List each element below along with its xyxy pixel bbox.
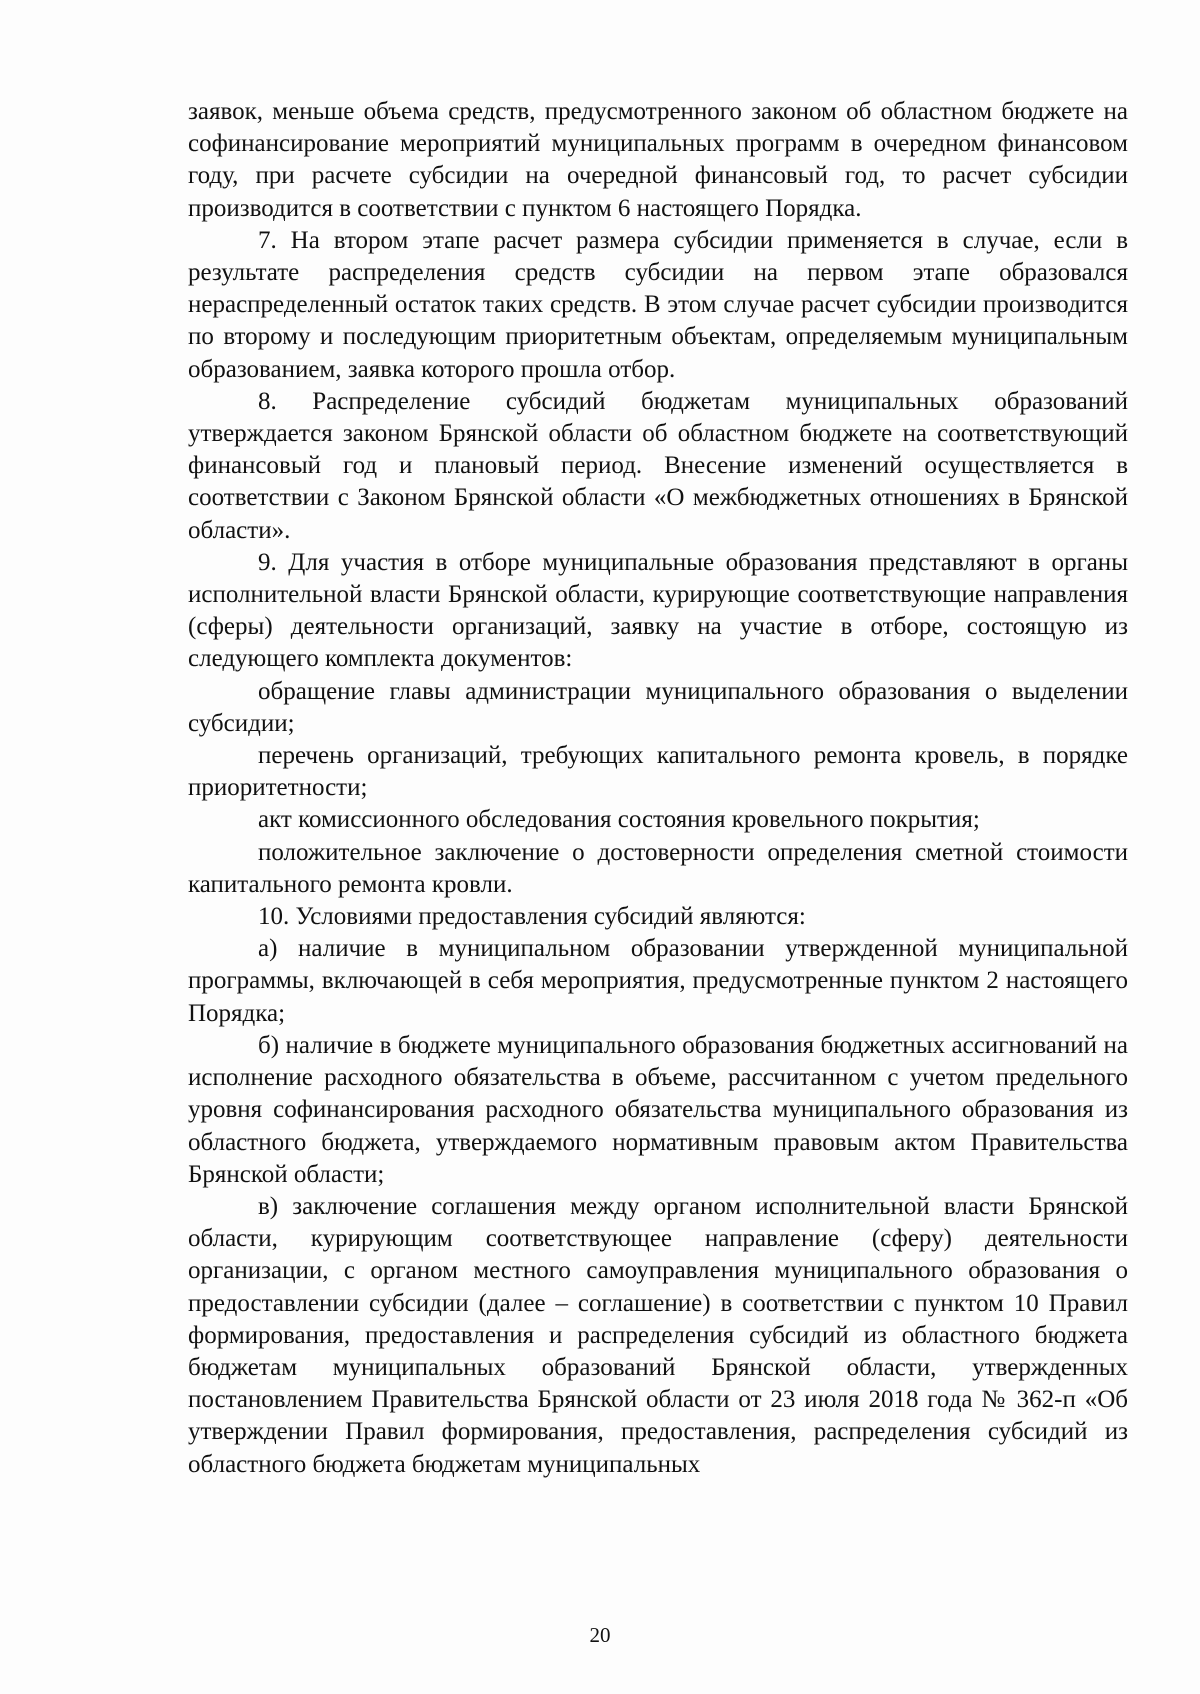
paragraph-item-7: 7. На втором этапе расчет размера субсидии применяется в случае, если в результате распределения средств субсидии на первом этапе образовался нераспределенный остаток таких средств. В этом случае расчет субсидии производится по второму и последующим приоритетным объектам, определяемым муниципальным образованием, заявка которого прошла отбор.: [188, 226, 1128, 383]
document-list-item-conclusion: положительное заключение о достоверности определения сметной стоимости капитального ремонта кровли.: [188, 838, 1128, 898]
paragraph-item-9: 9. Для участия в отборе муниципальные образования представляют в органы исполнительной власти Брянской области, курирующие соответствующие направления (сферы) деятельности организаций, заявку на участие в отборе, состоящую из следующего комплекта документов:: [188, 548, 1128, 673]
page-number: 20: [589, 1623, 611, 1647]
document-list-item-organizations: перечень организаций, требующих капитального ремонта кровель, в порядке приоритетности;: [188, 742, 1128, 802]
paragraph-continuation: заявок, меньше объема средств, предусмотренного законом об областном бюджете на софинансирование мероприятий муниципальных программ в очередном финансовом году, при расчете субсидии на очередной финансовый год, то расчет субсидии производится в соответствии с пунктом 6 настоящего Порядка.: [188, 98, 1128, 222]
paragraph-item-8: 8. Распределение субсидий бюджетам муниципальных образований утверждается законом Брянской области об областном бюджете на соответствующий финансовый год и плановый период. Внесение изменений осуществляется в соответствии с Законом Брянской области «О межбюджетных отношениях в Брянской области».: [188, 387, 1128, 544]
document-list-item-inspection-act: акт комиссионного обследования состояния кровельного покрытия;: [258, 806, 980, 834]
paragraph-item-10: 10. Условиями предоставления субсидий являются:: [258, 903, 806, 931]
document-list-item-appeal: обращение главы администрации муниципального образования о выделении субсидии;: [188, 677, 1128, 737]
document-body: [188, 96, 1128, 1481]
condition-a: а) наличие в муниципальном образовании утвержденной муниципальной программы, включающей в себя мероприятия, предусмотренные пунктом 2 настоящего Порядка;: [188, 935, 1128, 1027]
condition-v: в) заключение соглашения между органом исполнительной власти Брянской области, курирующим соответствующее направление (сферу) деятельности организации, с органом местного самоуправления муниципального образования о предоставлении субсидии (далее – соглашение) в соответствии с пунктом 10 Правил формирования, предоставления и распределения субсидий из областного бюджета бюджетам муниципальных образований Брянской области, утвержденных постановлением Правительства Брянской области от 23 июля 2018 года № 362-п «Об утверждении Правил формирования, предоставления, распределения субсидий из областного бюджета бюджетам муниципальных: [188, 1192, 1128, 1478]
condition-b: б) наличие в бюджете муниципального образования бюджетных ассигнований на исполнение расходного обязательства в объеме, рассчитанном с учетом предельного уровня софинансирования расходного обязательства муниципального образования из областного бюджета, утверждаемого нормативным правовым актом Правительства Брянской области;: [188, 1031, 1128, 1188]
